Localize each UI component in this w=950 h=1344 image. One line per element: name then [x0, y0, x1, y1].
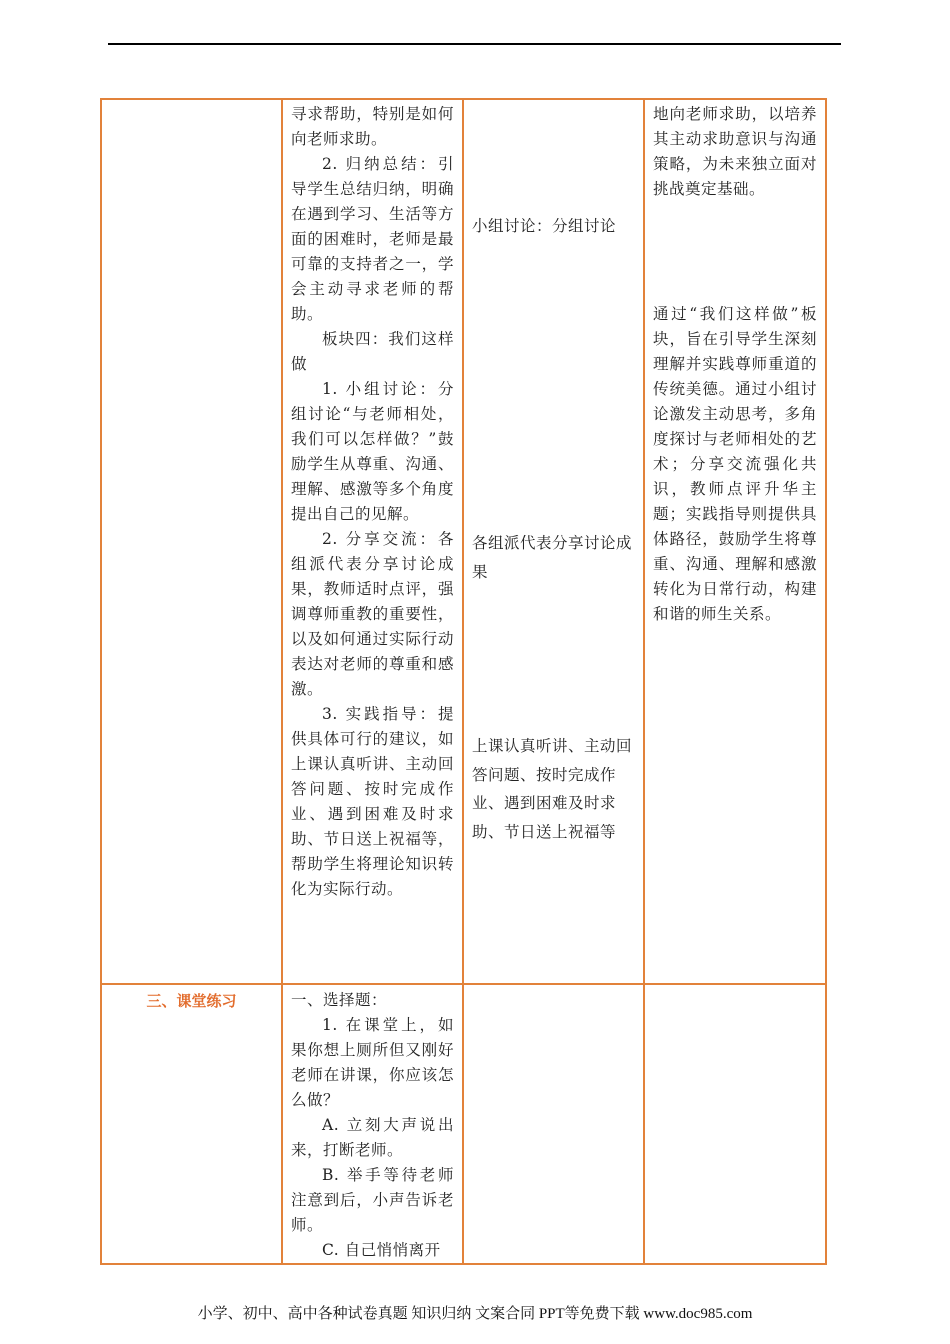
exercise-question: 1. 在课堂上，如果你想上厕所但又刚好老师在讲课，你应该怎么做？: [291, 1016, 454, 1109]
design-intent-cell: [644, 984, 826, 1264]
table-row: [101, 984, 826, 1264]
activity-text: 2. 归纳总结：引导学生总结归纳，明确在遇到学习、生活等方面的困难时，老师是最可靠的支持者之一，学会主动寻求老师的帮助。: [291, 155, 454, 323]
student-activity-cell: [463, 984, 644, 1264]
student-activity-text: 上课认真听讲、主动回答问题、按时完成作业、遇到困难及时求助、节日送上祝福等: [472, 737, 633, 841]
lesson-table: [100, 98, 827, 1265]
intent-text: 地向老师求助，以培养其主动求助意识与沟通策略，为未来独立面对挑战奠定基础。: [653, 105, 817, 198]
student-activity-cell: [463, 99, 644, 984]
activity-text: 寻求帮助，特别是如何向老师求助。: [291, 105, 454, 148]
exercise-heading: 一、选择题：: [291, 991, 388, 1009]
student-activity-text: 小组讨论：分组讨论: [472, 217, 617, 235]
design-intent-cell: [644, 99, 826, 984]
section-title: 三、课堂练习: [146, 992, 237, 1010]
page-footer: 小学、初中、高中各种试卷真题 知识归纳 文案合同 PPT等免费下载 www.doc985.com: [197, 1306, 753, 1322]
section-cell: [101, 984, 282, 1264]
activity-text: 2. 分享交流：各组派代表分享讨论成果，教师适时点评，强调尊师重教的重要性，以及如何通过实际行动表达对老师的尊重和感激。: [291, 530, 454, 698]
header-rule: [108, 43, 841, 45]
exercise-option: A. 立刻大声说出来，打断老师。: [291, 1116, 454, 1159]
teacher-activity-cell: [282, 99, 463, 984]
teacher-activity-cell: [282, 984, 463, 1264]
intent-text: 通过“我们这样做”板块，旨在引导学生深刻理解并实践尊师重道的传统美德。通过小组讨论激发主动思考，多角度探讨与老师相处的艺术；分享交流强化共识，教师点评升华主题；实践指导则提供具体路径，鼓励学生将尊重、沟通、理解和感激转化为日常行动，构建和谐的师生关系。: [653, 305, 817, 623]
exercise-option: C. 自己悄悄离开: [322, 1241, 441, 1259]
exercise-option: B. 举手等待老师注意到后，小声告诉老师。: [291, 1166, 454, 1234]
activity-text: 3. 实践指导：提供具体可行的建议，如上课认真听讲、主动回答问题、按时完成作业、遇到困难及时求助、节日送上祝福等，帮助学生将理论知识转化为实际行动。: [291, 705, 454, 898]
student-activity-text: 各组派代表分享讨论成果: [472, 534, 633, 581]
section-cell: [101, 99, 282, 984]
table-row: [101, 99, 826, 984]
activity-text: 1. 小组讨论：分组讨论“与老师相处，我们可以怎样做？”鼓励学生从尊重、沟通、理解、感激等多个角度提出自己的见解。: [291, 380, 454, 523]
activity-heading: 板块四：我们这样做: [291, 330, 454, 373]
